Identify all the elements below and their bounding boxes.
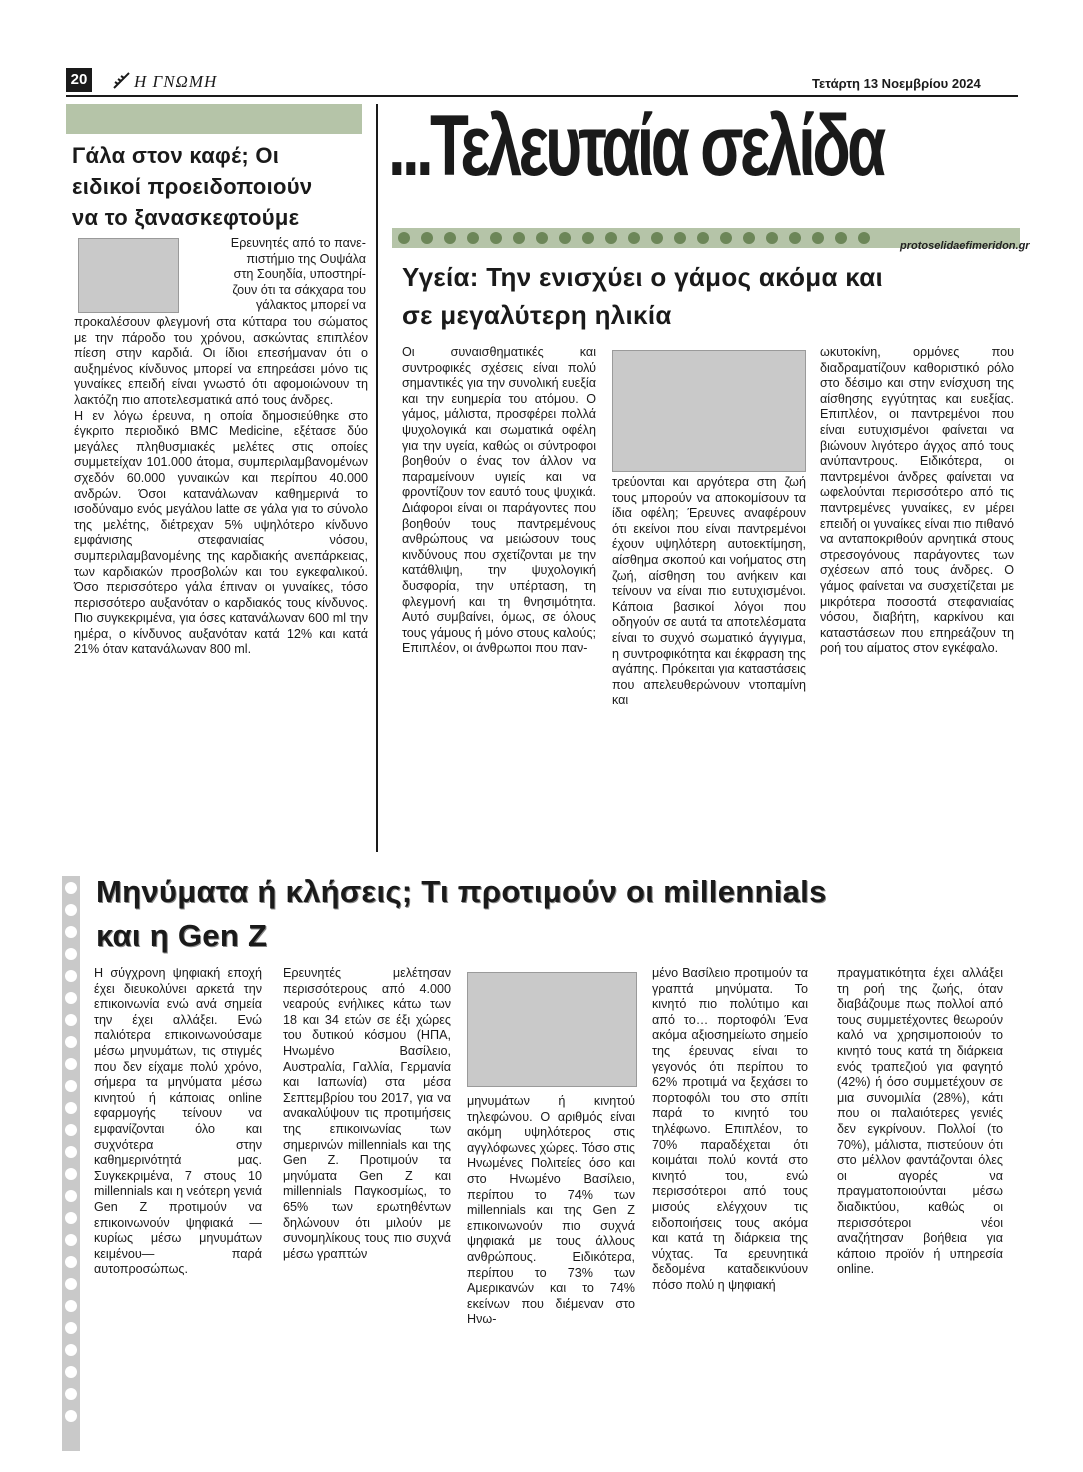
dots-row <box>398 232 888 244</box>
perforation-holes <box>64 882 78 1442</box>
article1-wrap-line: ζουν ότι τα σάκχαρα του <box>232 282 366 297</box>
article1-title-line: ειδικοί προειδοποιούν <box>72 174 313 199</box>
column-divider <box>376 104 378 852</box>
article1-paragraph: προκαλέσουν φλεγμονή στα κύτταρα του σώματος με την πάροδο του χρόνου, ασκώντας επιπλέον πίεση στην καρδιά. Οι ίδιοι επεσήμαναν ότι ο αυξημένος κίνδυνος μπορεί να επηρεάσει μόνο τις γυναίκες επειδή είναι γνωστό ότι αφομοιώνουν τη λακτόζη πιο αποτελεσματικά από τους άνδρες. <box>74 315 368 407</box>
source-watermark: protoselidaefimeridon.gr <box>900 240 1030 252</box>
young-people-phones-photo <box>467 972 637 1087</box>
article2-title-line: σε μεγαλύτερη ηλικία <box>402 300 672 330</box>
article1-wrap-line: στη Σουηδία, υποστηρί- <box>233 267 366 282</box>
date-line: Τετάρτη 13 Νοεμβρίου 2024 <box>812 76 981 91</box>
article3-col5-text: πραγματικότητα έχει αλλάξει τη ροή της ζωής, όταν διαβάζουμε πως πολλοί από τους συμμετέχοντες θεωρούν καλό να χρησιμοποιούν το κινητό τους κατά τη διάρκεια ενός τραπεζιού για φαγητό (42%) ή όσο συμμετέχουν σε μια συνομιλία (28%), κάτι που οι παλαιότερες γενιές δεν εγκρίνουν. Πολλοί (το 70%), μάλιστα, πιστεύουν ότι στο μέλλον φαντάζονται όλες οι αγορές να πραγματοποιούνται μέσω διαδικτύου, καθώς οι περισσότεροι νέοι αναζήτησαν βοήθεια για κάποιο προϊόν ή υπηρεσία online. <box>837 966 1003 1277</box>
article3-col4-text: μένο Βασίλειο προτιμούν τα γραπτά μηνύματα. Το κινητό πιο πολύτιμο και από το… πορτοφόλι Ένα ακόμα αξιοσημείωτο σημείο της έρευνας είναι το γεγονός ότι περίπου το 62% προτιμά να ξεχάσει το πορτοφόλι του στο σπίτι παρά το κινητό του τηλέφωνο. Επιπλέον, το 70% παραδέχεται ότι κοιμάται πολύ κοντά στο κινητό του, ενώ περισσότεροι από τους μισούς ελέγχουν τις ειδοποιήσεις τους ακόμα και κατά τη διάρκεια της νύχτας. Τα ερευνητικά δεδομένα καταδεικνύουν πόσο πολύ η ψηφιακή <box>652 966 808 1292</box>
article3-col2-text: Ερευνητές μελέτησαν περισσότερους από 4.000 νεαρούς ενήλικες κάτω των 18 και 34 ετών σε έξι χώρες του δυτικού κόσμου (ΗΠΑ, Ηνωμένο Βασίλειο, Αυστραλία, Γαλλία, Γερμανία και Ιαπωνία) στα μέσα Σεπτεμβρίου του 2017, για να ανακαλύψουν τις προτιμήσεις της επικοινωνίας των σημερινών millennials και της Gen Z. Προτιμούν τα μηνύματα Gen Z και millennials Παγκοσμίως, το 65% των ερωτηθέντων δηλώνουν ότι μιλούν με συνομηλίκους τους πιο συχνά μέσω γραπτών <box>283 966 451 1261</box>
article3-title <box>96 870 1026 958</box>
article1-wrap-line: γάλακτος μπορεί να <box>255 298 366 313</box>
article3-col1 <box>94 966 262 1278</box>
page-number: 20 <box>70 71 88 88</box>
article1-wrap-line: Ερευνητές από το πανε- <box>230 236 366 250</box>
article1-wrap-text <box>184 236 366 314</box>
article1-title-line: να το ξανασκεφτούμε <box>72 205 300 230</box>
article2-col3-text: ωκυτοκίνη, ορμόνες που διαδραματίζουν καθοριστικό ρόλο στο δέσιμο και στην ενίσχυση της αίσθησης εγγύτητας και ευεξίας. Επιπλέον, οι παντρεμένοι που είναι ευτυχισμένοι φαίνεται να βιώνουν λιγότερο άγχος από τους ανύπαντρους. Ειδικότερα, οι παντρεμένοι άνδρες φαίνεται να ωφελούνται περισσότερο από τις παντρεμένες γυναίκες, εν μέρει επειδή οι γυναίκες είναι πιο πιθανό να ανταποκριθούν αρνητικά στους στρεσογόνους παράγοντες των σχέσεων από τους άνδρες. Ο γάμος φαίνεται να συσχετίζεται με μικρότερα ποσοστά στεφανιαίας νόσου, διαβήτη, καρκίνου και καταστάσεων που επηρεάζουν τη ροή του αίματος στον εγκέφαλο. <box>820 345 1014 656</box>
article3-col5 <box>837 966 1003 1278</box>
page-number-box <box>66 68 92 92</box>
paper-name: Η ΓΝΩΜΗ <box>134 72 218 91</box>
section-title: ...Τελευταία σελίδα <box>388 98 883 194</box>
article3-col2 <box>283 966 451 1262</box>
article2-col3 <box>820 345 1014 657</box>
article1-paragraph: Η εν λόγω έρευνα, η οποία δημοσιεύθηκε στο έγκριτο περιοδικό BMC Medicine, εξέτασε δύο μεγάλες πληθυσμιακές μελέτες στις οποίες συμμετείχαν 101.000 άτομα, συμπεριλαμβανομένων σχεδόν 60.000 γυναικών και περίπου 40.000 ανδρών. Όσοι κατανάλωναν καθημερινά το ισοδύναμο ενός μεγάλου latte σε γάλα για το σύνολο της μελέτης, διέτρεχαν 5% υψηλότερο κίνδυνο εμφάνισης στεφανιαίας νόσου, συμπεριλαμβανομένης της καρδιακής ανεπάρκειας, των καρδιακών προσβολών και του εγκεφαλικού. Όσο περισσότερο γάλα έπιναν οι γυναίκες, τόσο περισσότερο αυξανόταν ο καρδιακός τους κίνδυνος. Πιο συγκεκριμένα, για όσες κατανάλωναν 600 ml την ημέρα, ο κίνδυνος αυξανόταν κατά 12% και κατά 21% όταν κατανάλωναν 800 ml. <box>74 408 368 657</box>
coffee-latte-photo <box>78 238 179 313</box>
article3-col3-text: μηνυμάτων ή κινητού τηλεφώνου. Ο αριθμός είναι ακόμη υψηλότερος στις αγγλόφωνες χώρες. Τόσο στις Ηνωμένες Πολιτείες όσο και στο Ηνωμένο Βασίλειο, περίπου το 74% των millennials και της Gen Z επικοινωνούν πιο συχνά ψηφιακά με τους άλλους ανθρώπους. Ειδικότερα, περίπου το 73% των Αμερικανών και το 74% εκείνων που διέμεναν στο Ηνω- <box>467 1094 635 1327</box>
article3-title-line: και η Gen Z <box>96 918 268 953</box>
article1-wrap-line: πιστήμιο της Ουψάλα <box>246 251 366 266</box>
article1-title-line: Γάλα στον καφέ; Οι <box>72 143 280 168</box>
quill-icon <box>112 70 132 90</box>
article3-col4 <box>652 966 808 1293</box>
article3-col3 <box>467 1094 635 1328</box>
article2-title-line: Υγεία: Την ενισχύει ο γάμος ακόμα και <box>402 262 884 292</box>
article2-col1 <box>402 345 596 657</box>
article3-col1-text: Η σύγχρονη ψηφιακή εποχή έχει διευκολύνει αρκετά την επικοινωνία ενώ ανά σημεία την έχει αλλάξει. Ενώ παλιότερα επικοινωνούσαμε μέσω μηνυμάτων, τις στιγμές που δεν είχαμε πολύ χρόνο, σήμερα τα μηνύματα μέσω κινητού ή κάποιας online εφαρμογής τείνουν να εμφανίζονται όλο και συχνότερα στην καθημερινότητά μας. Συγκεκριμένα, 7 στους 10 millennials και η νεότερη γενιά Gen Z προτιμούν να επικοινωνούν ψηφιακά — κυρίως μέσω μηνυμάτων κειμένου— παρά αυτοπροσώπως. <box>94 966 262 1277</box>
article1-body <box>74 315 368 658</box>
article2-col2 <box>612 475 806 709</box>
couple-dancing-photo <box>612 350 806 472</box>
article3-title-line: Μηνύματα ή κλήσεις; Τι προτιμούν οι millennials <box>96 874 827 909</box>
article2-col1-text: Οι συναισθηματικές και συντροφικές σχέσεις είναι πολύ σημαντικές για την συνολική ευεξία και την ευημερία του ατόμου. Ο γάμος, μάλιστα, προσφέρει πολλά ψυχολογικά και σωματικά οφέλη για την υγεία, καθώς οι σύντροφοι βοηθούν ο ένας τον άλλον να παραμείνουν υγιείς και να φροντίζουν τον εαυτό τους ψυχικά. Διάφοροι είναι οι παράγοντες που βοηθούν τους παντρεμένους ανθρώπους να μειώσουν τους κινδύνους που σχετίζονται με την κατάθλιψη, την ψυχολογική δυσφορία, την υπέρταση, τη φλεγμονή και τη θνησιμότητα. Αυτό συμβαίνει, όμως, σε όλους τους γάμους ή μόνο στους καλούς; Επιπλέον, οι άνθρωποι που παν- <box>402 345 596 656</box>
article2-title <box>402 258 1032 334</box>
article1-title <box>72 140 372 233</box>
article2-col2-text: τρεύονται και αργότερα στη ζωή τους μπορούν να αποκομίσουν τα ίδια οφέλη; Έρευνες αναφέρουν ότι εκείνοι που είναι παντρεμένοι έχουν υψηλότερη αυτοεκτίμηση, αίσθημα σκοπού και νοήματος στη ζωή, αίσθηση του ανήκειν και τείνουν να είναι πιο ευτυχισμένοι. Κάποια βασικοί λόγοι που οδηγούν σε αυτά τα αποτελέσματα είναι το συχνό σωματικό άγγιγμα, η συντροφικότητα και έκφραση της αγάπης. Πρόκειται για καταστάσεις που απελευθερώνουν ντοπαμίνη και <box>612 475 806 708</box>
article1-title-band <box>66 104 362 134</box>
